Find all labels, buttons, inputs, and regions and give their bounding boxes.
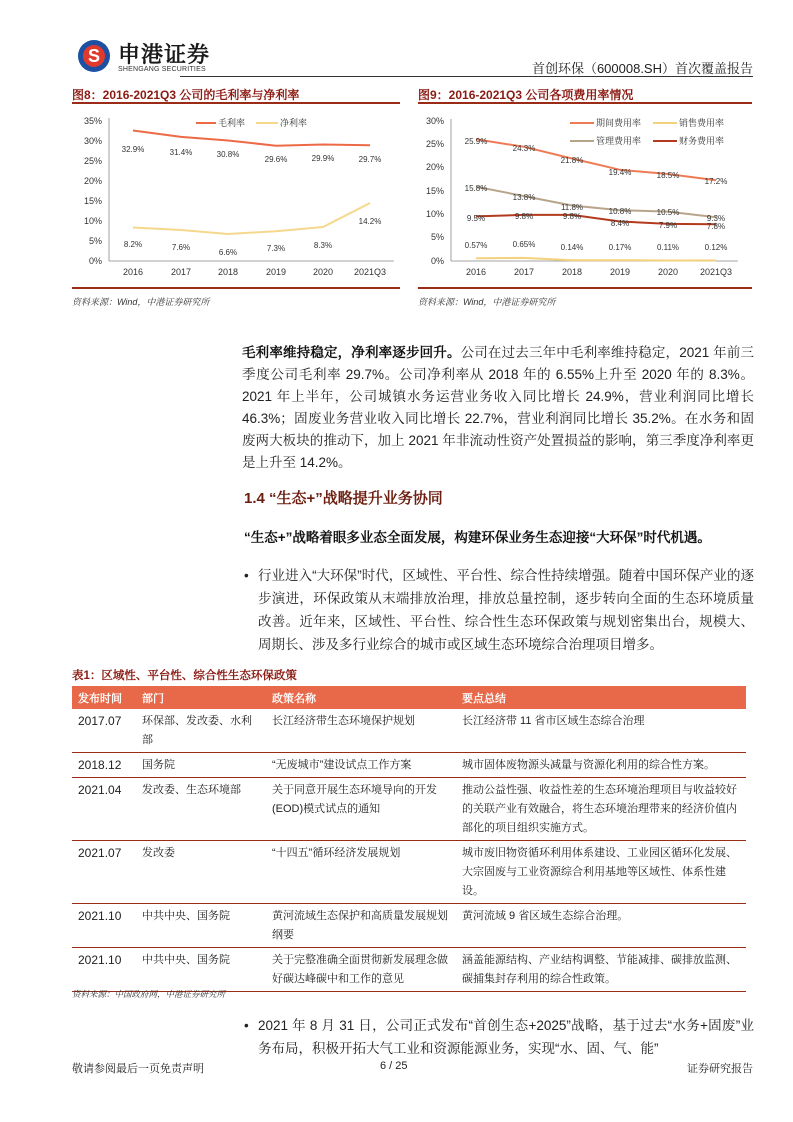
cell-summary: 城市废旧物资循环利用体系建设、工业园区循环化发展、大宗固废与工业资源综合利用基地等区域性、体系性建设。 (456, 841, 746, 904)
figure-8-bottom-rule (72, 287, 400, 289)
svg-text:35%: 35% (83, 116, 102, 126)
svg-text:30%: 30% (425, 116, 444, 126)
svg-text:11.8%: 11.8% (560, 203, 584, 212)
svg-text:销售费用率: 销售费用率 (679, 118, 725, 128)
svg-text:财务费用率: 财务费用率 (679, 136, 725, 146)
svg-text:毛利率: 毛利率 (218, 118, 246, 128)
table-row (72, 841, 746, 904)
svg-text:14.2%: 14.2% (358, 217, 382, 226)
svg-text:7.6%: 7.6% (171, 243, 191, 252)
svg-text:25%: 25% (425, 139, 444, 149)
svg-text:期间费用率: 期间费用率 (596, 118, 642, 128)
svg-text:15%: 15% (425, 186, 444, 196)
column-header: 部门 (136, 686, 266, 709)
cell-dept: 国务院 (136, 753, 266, 778)
svg-text:31.4%: 31.4% (169, 148, 193, 157)
svg-text:24.3%: 24.3% (512, 144, 536, 153)
svg-text:8.3%: 8.3% (313, 241, 333, 250)
logo-chinese-name: 申港证券 (118, 42, 211, 67)
cell-dept: 环保部、发改委、水利部 (136, 709, 266, 753)
svg-text:25%: 25% (83, 156, 102, 166)
cell-date: 2021.10 (72, 948, 136, 992)
svg-text:2021Q3: 2021Q3 (699, 267, 733, 277)
x-axis-ticks (123, 267, 386, 277)
cell-date: 2018.12 (72, 753, 136, 778)
svg-text:25.9%: 25.9% (464, 137, 488, 146)
cell-summary: 长江经济带 11 省市区域生态综合治理 (456, 709, 746, 753)
footer-doc-type: 证券研究报告 (687, 1063, 753, 1075)
svg-text:0.57%: 0.57% (464, 241, 488, 250)
bullet-text: 行业进入“大环保”时代，区域性、平台性、综合性持续增强。随着中国环保产业的逐步演进，环保政策从末端排放治理，排放总量控制，逐步转向全面的生态环境质量改善。近年来，区域性、平台性、综合性生态环保政策与规划密集出台，规模大、周期长、涉及多行业综合的城市或区域生态环境综合治理项目增多。 (258, 568, 754, 652)
svg-text:6.6%: 6.6% (218, 248, 238, 257)
y-axis-ticks (84, 116, 102, 266)
svg-text:21.8%: 21.8% (560, 156, 584, 165)
policy-table (72, 686, 746, 992)
paragraph-margin-analysis (242, 342, 754, 474)
figure-8-source: 资料来源：Wind，中港证券研究所 (72, 297, 210, 307)
svg-text:0.65%: 0.65% (512, 240, 536, 249)
table-row (72, 709, 746, 753)
figure-8-chart (72, 110, 400, 280)
svg-text:10.8%: 10.8% (608, 207, 632, 216)
svg-text:2019: 2019 (265, 267, 287, 277)
svg-text:9.3%: 9.3% (706, 214, 726, 223)
paragraph-text: 公司在过去三年中毛利率维持稳定，2021 年前三季度公司毛利率 29.7%。公司净利率从 2018 年的 6.55%上升至 2020 年的 8.3%。2021 年上半年，公司城镇水务运营业务收入同比增长 24.9%，营业利润同比增长 46.3%；固废业务营业收入同比增长 22.7%，营业利润同比增长 35.2%。在水务和固废两大板块的推动下，加上 2021 年非流动性资产处置损益的影响，第三季度净利率更是上升至 14.2%。 (242, 345, 754, 470)
svg-text:18.5%: 18.5% (656, 171, 680, 180)
bullet-icon: • (244, 568, 249, 583)
svg-text:0.14%: 0.14% (560, 243, 584, 252)
bullet-item (244, 1014, 754, 1060)
svg-text:7.8%: 7.8% (706, 222, 726, 231)
figure-9-chart (418, 110, 754, 280)
column-header: 发布时间 (72, 686, 136, 709)
svg-text:10.5%: 10.5% (656, 208, 680, 217)
sub-heading: “生态+”战略着眼多业态全面发展，构建环保业务生态迎接“大环保”时代机遇。 (244, 530, 711, 545)
cell-policy: 关于完整准确全面贯彻新发展理念做好碳达峰碳中和工作的意见 (266, 948, 456, 992)
table-header-row (72, 686, 746, 709)
y-axis-ticks (426, 116, 444, 266)
paragraph-lead: 毛利率维持稳定，净利率逐步回升。 (242, 345, 461, 360)
figure-9-source: 资料来源：Wind，中港证券研究所 (418, 297, 556, 307)
cell-date: 2021.10 (72, 904, 136, 948)
cell-date: 2021.07 (72, 841, 136, 904)
cell-dept: 中共中央、国务院 (136, 904, 266, 948)
svg-text:30.8%: 30.8% (216, 150, 240, 159)
svg-text:8.4%: 8.4% (610, 219, 630, 228)
svg-text:29.7%: 29.7% (358, 155, 382, 164)
svg-text:净利率: 净利率 (280, 118, 308, 128)
cell-summary: 黄河流域 9 省区域生态综合治理。 (456, 904, 746, 948)
svg-text:5%: 5% (430, 232, 444, 242)
header-divider (180, 76, 753, 77)
svg-text:管理费用率: 管理费用率 (596, 136, 642, 146)
svg-text:32.9%: 32.9% (121, 145, 145, 154)
data-labels (465, 137, 728, 252)
svg-text:20%: 20% (83, 176, 102, 186)
svg-text:30%: 30% (83, 136, 102, 146)
figure-9-title: 图9：2016-2021Q3 公司各项费用率情况 (418, 88, 634, 102)
svg-text:5%: 5% (88, 236, 102, 246)
svg-text:2020: 2020 (657, 267, 679, 277)
svg-text:9.5%: 9.5% (466, 214, 486, 223)
svg-text:2016: 2016 (122, 267, 144, 277)
cell-policy: 黄河流域生态保护和高质量发展规划纲要 (266, 904, 456, 948)
svg-text:2017: 2017 (170, 267, 192, 277)
svg-text:15%: 15% (83, 196, 102, 206)
svg-text:8.2%: 8.2% (123, 240, 143, 249)
svg-text:19.4%: 19.4% (608, 168, 632, 177)
table-source: 资料来源：中国政府网，中港证券研究所 (72, 989, 226, 999)
cell-summary: 涵盖能源结构、产业结构调整、节能减排、碳排放监测、碳捕集封存利用的综合性政策。 (456, 948, 746, 992)
svg-text:0%: 0% (88, 256, 102, 266)
figure-9-bottom-rule (418, 287, 752, 289)
svg-text:10%: 10% (83, 216, 102, 226)
logo-emblem-icon: S (78, 40, 110, 72)
footer-disclaimer: 敬请参阅最后一页免责声明 (72, 1063, 204, 1075)
svg-text:9.8%: 9.8% (514, 212, 534, 221)
svg-text:7.9%: 7.9% (658, 221, 678, 230)
company-logo (78, 38, 218, 78)
svg-text:2017: 2017 (513, 267, 535, 277)
cell-policy: “十四五”循环经济发展规划 (266, 841, 456, 904)
svg-text:2020: 2020 (312, 267, 334, 277)
svg-text:0.11%: 0.11% (656, 243, 680, 252)
section-heading: 1.4 “生态+”战略提升业务协同 (244, 490, 443, 507)
cell-date: 2021.04 (72, 778, 136, 841)
column-header: 要点总结 (456, 686, 746, 709)
cell-dept: 发改委 (136, 841, 266, 904)
report-title: 首创环保（600008.SH）首次覆盖报告 (531, 61, 753, 76)
bullet-item (244, 564, 754, 656)
svg-text:9.8%: 9.8% (562, 212, 582, 221)
svg-text:2016: 2016 (465, 267, 487, 277)
svg-text:0%: 0% (430, 256, 444, 266)
svg-text:15.8%: 15.8% (464, 184, 488, 193)
logo-english-name: SHENGANG SECURITIES (118, 66, 206, 73)
cell-policy: 长江经济带生态环境保护规划 (266, 709, 456, 753)
table-row (72, 778, 746, 841)
cell-policy: 关于同意开展生态环境导向的开发(EOD)模式试点的通知 (266, 778, 456, 841)
svg-text:2019: 2019 (609, 267, 631, 277)
svg-text:2018: 2018 (217, 267, 239, 277)
svg-text:0.17%: 0.17% (608, 243, 632, 252)
svg-text:29.6%: 29.6% (264, 155, 288, 164)
svg-text:2021Q3: 2021Q3 (353, 267, 387, 277)
cell-summary: 推动公益性强、收益性差的生态环境治理项目与收益较好的关联产业有效融合，将生态环境治理带来的经济价值内部化的项目组织实施方式。 (456, 778, 746, 841)
svg-text:13.8%: 13.8% (512, 193, 536, 202)
svg-text:17.2%: 17.2% (704, 177, 728, 186)
cell-summary: 城市固体废物源头减量与资源化利用的综合性方案。 (456, 753, 746, 778)
table-row (72, 948, 746, 992)
svg-text:29.9%: 29.9% (311, 154, 335, 163)
figure-8-title: 图8：2016-2021Q3 公司的毛利率与净利率 (72, 88, 300, 102)
svg-text:7.3%: 7.3% (266, 244, 286, 253)
column-header: 政策名称 (266, 686, 456, 709)
table-row (72, 904, 746, 948)
figure-8-top-rule (72, 102, 400, 104)
bullet-icon: • (244, 1018, 249, 1033)
figure-9-top-rule (418, 102, 752, 104)
bullet-text: 2021 年 8 月 31 日，公司正式发布“首创生态+2025”战略，基于过去“水务+固废”业务布局，积极开拓大气工业和资源能源业务，实现“水、固、气、能” (258, 1018, 754, 1056)
cell-dept: 中共中央、国务院 (136, 948, 266, 992)
svg-text:10%: 10% (425, 209, 444, 219)
svg-text:20%: 20% (425, 162, 444, 172)
cell-date: 2017.07 (72, 709, 136, 753)
table-title: 表1：区域性、平台性、综合性生态环保政策 (72, 670, 297, 682)
page-number: 6 / 25 (380, 1060, 408, 1072)
cell-policy: “无废城市”建设试点工作方案 (266, 753, 456, 778)
x-axis-ticks (466, 267, 732, 277)
svg-text:0.12%: 0.12% (704, 243, 728, 252)
svg-text:2018: 2018 (561, 267, 583, 277)
cell-dept: 发改委、生态环境部 (136, 778, 266, 841)
data-labels (122, 145, 382, 257)
table-row (72, 753, 746, 778)
